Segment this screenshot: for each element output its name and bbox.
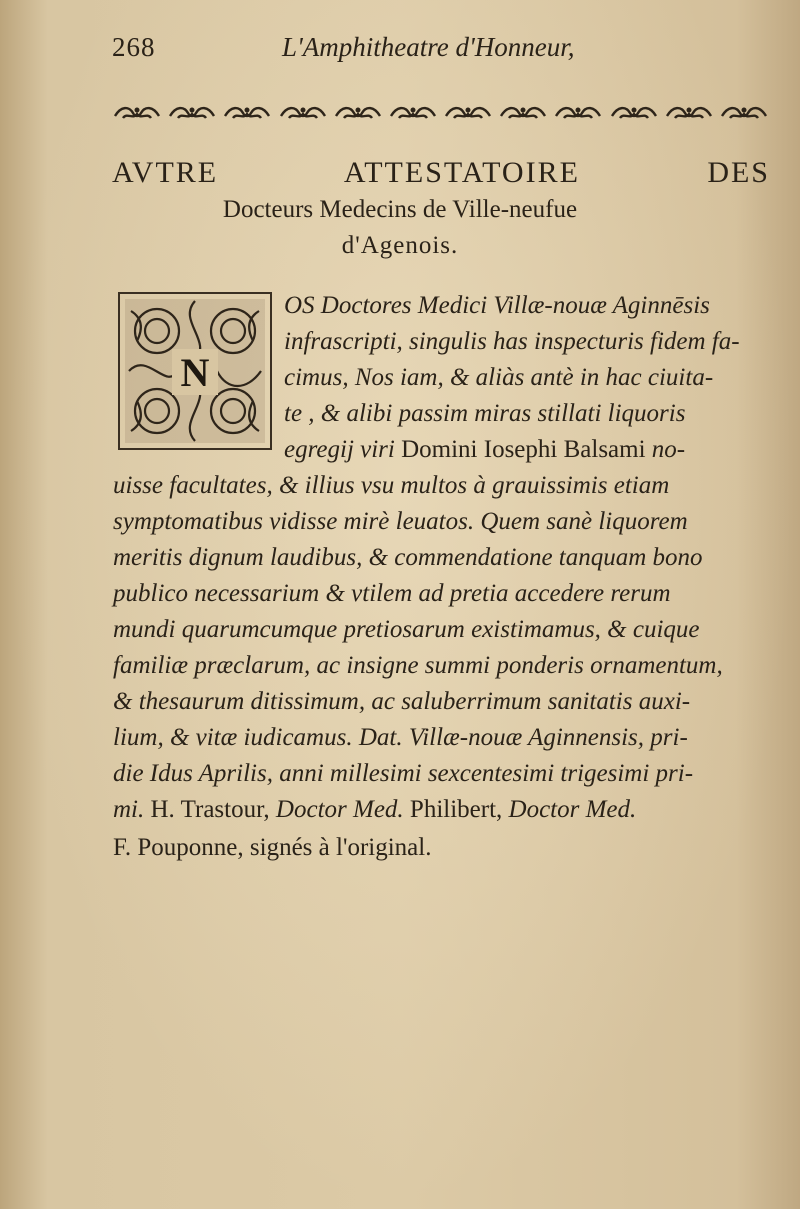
text-fragment: egregij viri xyxy=(284,436,402,463)
text-line: OS Doctores Medici Villæ-nouæ Aginnēsis xyxy=(284,292,710,319)
fleuron-icon xyxy=(720,104,768,122)
text-fragment: no- xyxy=(645,436,686,463)
ornament-band xyxy=(113,103,768,123)
text-fragment: mi. xyxy=(113,796,151,823)
fleuron-icon xyxy=(113,104,161,122)
text-line: uisse facultates, & illius vsu multos à grauissimis etiam xyxy=(113,472,670,499)
text-line: familiæ præclarum, ac insigne summi ponderis ornamentum, xyxy=(113,652,723,679)
text-line: cimus, Nos iam, & aliàs antè in hac ciuita- xyxy=(284,364,714,391)
text-line: meritis dignum laudibus, & commendatione tanquam bono xyxy=(113,544,703,571)
text-line: mundi quarumcumque pretiosarum existimamus, & cuique xyxy=(113,616,700,643)
text-line: infrascripti, singulis has inspecturis fidem fa- xyxy=(284,328,740,355)
text-line xyxy=(113,796,771,832)
text-line: publico necessarium & vtilem ad pretia accedere rerum xyxy=(113,580,671,607)
text-line: lium, & vitæ iudicamus. Dat. Villæ-nouæ Aginnensis, pri- xyxy=(113,724,688,751)
fleuron-icon xyxy=(499,104,547,122)
text-line: te , & alibi passim miras stillati liquoris xyxy=(284,400,686,427)
fleuron-icon xyxy=(279,104,327,122)
fleuron-icon xyxy=(334,104,382,122)
signatory-name: Philibert, xyxy=(409,796,503,823)
fleuron-icon xyxy=(389,104,437,122)
text-line-signature: F. Pouponne, signés à l'original. xyxy=(113,834,432,861)
text-line: die Idus Aprilis, anni millesimi sexcentesimi trigesimi pri- xyxy=(113,760,694,787)
fleuron-icon xyxy=(168,104,216,122)
section-subheading-place: d'Agenois. xyxy=(341,232,459,259)
decorated-initial xyxy=(117,291,273,451)
page-header xyxy=(112,32,672,72)
fleuron-icon xyxy=(665,104,713,122)
section-subheading: Docteurs Medecins de Ville-neufue xyxy=(222,196,578,223)
text-fragment: Doctor Med. xyxy=(269,796,410,823)
fleuron-icon xyxy=(610,104,658,122)
signatory-name: H. Trastour, xyxy=(150,796,270,823)
text-fragment: Doctor Med. xyxy=(502,796,637,823)
initial-letter: N xyxy=(180,350,210,395)
section-heading: AVTRE ATTESTATOIRE DES xyxy=(112,156,770,189)
fleuron-icon xyxy=(554,104,602,122)
fleuron-icon xyxy=(444,104,492,122)
fleuron-icon xyxy=(223,104,271,122)
text-line xyxy=(284,436,770,472)
text-line: & thesaurum ditissimum, ac saluberrimum sanitatis auxi- xyxy=(113,688,691,715)
text-fragment-roman: Domini Iosephi Balsami xyxy=(401,436,646,463)
text-line: symptomatibus vidisse mirè leuatos. Quem sanè liquorem xyxy=(113,508,688,535)
page-number: 268 xyxy=(112,32,156,62)
running-title: L'Amphitheatre d'Honneur, xyxy=(282,32,575,62)
